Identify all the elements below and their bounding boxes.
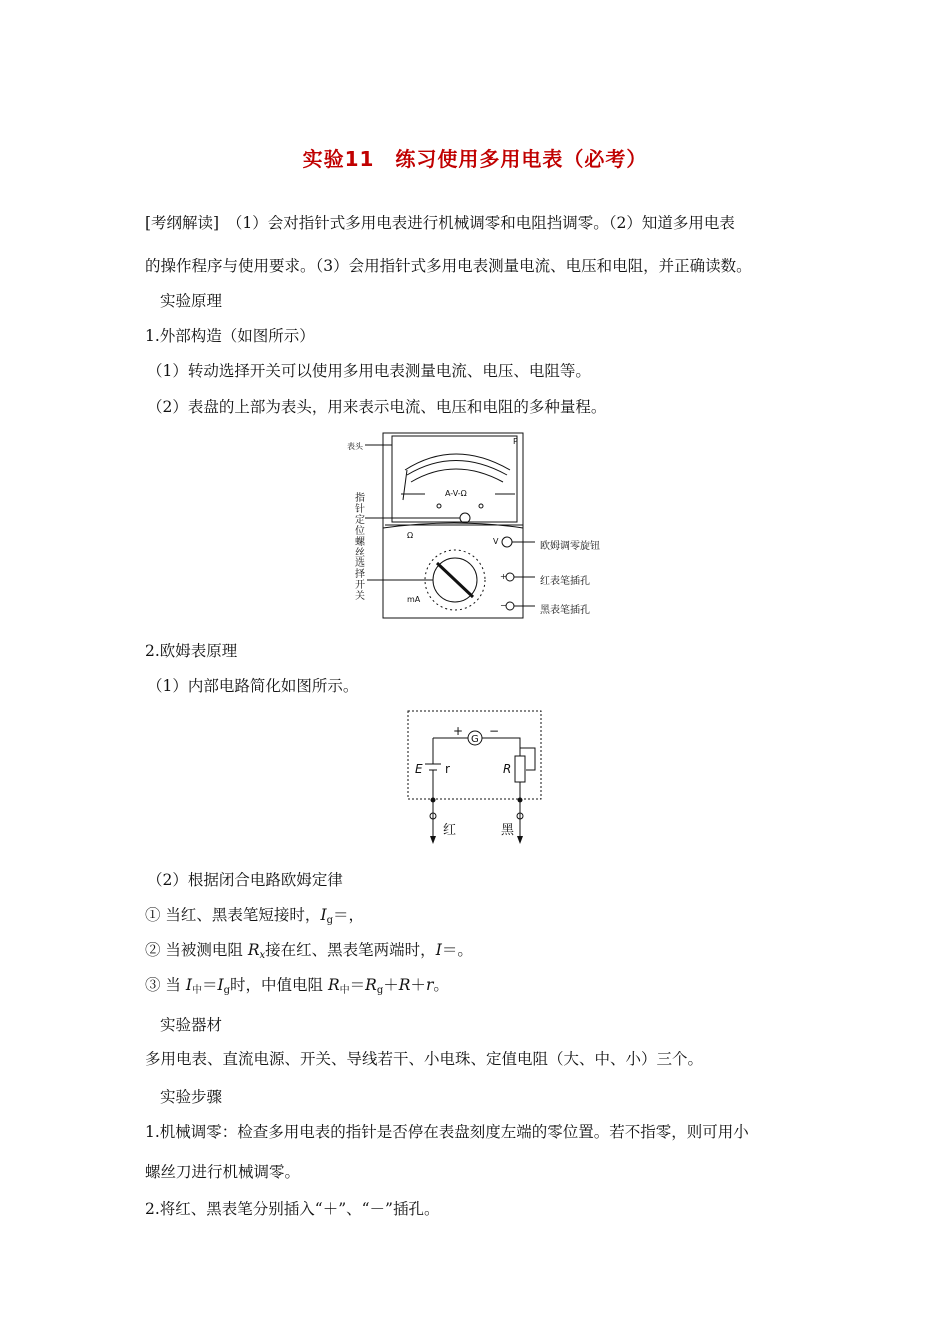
eq1-prefix: ① 当红、黑表笔短接时， (145, 906, 321, 924)
equipment-heading: 实验器材 (160, 1016, 223, 1034)
principle-item-2a: （1）内部电路简化如图所示。 (147, 677, 359, 695)
eq3-e-sub: 中 (339, 985, 350, 996)
rheostat-symbol (515, 756, 525, 782)
circuit-minus: − (489, 724, 500, 738)
ma-label: mA (407, 595, 421, 604)
principle-item-2b: （2）根据闭合电路欧姆定律 (147, 871, 343, 889)
eq3-l: 。 (433, 976, 449, 994)
eq3-d: 时，中值电阻 (230, 976, 328, 994)
step-1-line-1: 1.机械调零：检查多用电表的指针是否停在表盘刻度左端的零位置。若不指零，则可用小 (145, 1123, 749, 1141)
principle-item-1b: （2）表盘的上部为表头，用来表示电流、电压和电阻的多种量程。 (147, 398, 607, 416)
eq3-g: R (365, 976, 377, 994)
step-2: 2.将红、黑表笔分别插入“＋”、“－”插孔。 (145, 1200, 440, 1218)
eq3-prefix: ③ 当 (145, 976, 186, 994)
rheostat-label: R (503, 762, 512, 776)
red-jack (506, 573, 514, 581)
ohm-adjust-knob (502, 537, 512, 547)
omega-label: Ω (407, 531, 414, 540)
principle-heading: 实验原理 (160, 292, 223, 310)
label-red: 红表笔插孔 (540, 576, 590, 587)
internal-r-label: r (445, 762, 450, 776)
label-black: 黑表笔插孔 (540, 605, 590, 616)
eq1-suffix: ＝， (332, 906, 364, 924)
red-terminal-label: 红 (443, 823, 457, 838)
principle-item-1a: （1）转动选择开关可以使用多用电表测量电流、电压、电阻等。 (147, 362, 591, 380)
circuit-figure (405, 708, 545, 848)
eq3-i: R (398, 976, 411, 994)
eq3-c-sub: g (223, 985, 231, 996)
label-head: 表头 (347, 442, 363, 451)
dashed-box (408, 711, 541, 799)
eq3-e: R (327, 976, 340, 994)
dial-text: A-V-Ω (445, 489, 467, 498)
label-switch: 选择开关 (355, 558, 365, 602)
step-1-line-2: 螺丝刀进行机械调零。 (145, 1163, 301, 1181)
eq3-k: r (425, 976, 434, 994)
equation-3 (145, 973, 449, 996)
eq2-mid: 接在红、黑表笔两端时， (265, 941, 436, 959)
principle-item-2: 2.欧姆表原理 (145, 642, 238, 660)
emf-label: E (415, 762, 423, 776)
eq3-j: ＋ (410, 976, 426, 994)
eq2-sub: x (259, 950, 266, 961)
v-label: V (493, 537, 499, 546)
equation-2 (145, 938, 473, 961)
eq3-a-sub: 中 (191, 985, 202, 996)
eq1-sub: g (326, 915, 333, 926)
eq3-c: I (217, 976, 224, 994)
eq3-b: ＝ (201, 976, 218, 994)
circuit-g-label: G (471, 734, 479, 745)
principle-item-1: 1.外部构造（如图所示） (145, 327, 315, 345)
equation-1 (145, 903, 364, 926)
eq3-a: I (185, 976, 192, 994)
label-screw: 指针定位螺丝 (355, 493, 365, 559)
eq2-prefix: ② 当被测电阻 (145, 941, 248, 959)
circuit-plus: + (453, 724, 464, 738)
eq3-f: ＝ (349, 976, 366, 994)
eq3-h: ＋ (383, 976, 399, 994)
multimeter-figure (345, 430, 535, 625)
eq2-var2: I (435, 941, 442, 959)
minus-label: − (500, 601, 507, 610)
eq2-suffix: ＝。 (441, 941, 473, 959)
plus-label: + (500, 572, 507, 581)
equipment-text: 多用电表、直流电源、开关、导线若干、小电珠、定值电阻（大、中、小）三个。 (145, 1050, 704, 1068)
eq1-var: I (320, 906, 327, 924)
eq3-g-sub: g (376, 985, 384, 996)
eq2-var: R (247, 941, 260, 959)
page-title: 实验11 练习使用多用电表（必考） (302, 147, 648, 171)
label-knob: 欧姆调零旋钮 (540, 541, 600, 552)
steps-heading: 实验步骤 (160, 1088, 223, 1106)
intro-line-2: 的操作程序与使用要求。（3）会用指针式多用电表测量电流、电压和电阻，并正确读数。 (145, 257, 752, 275)
black-jack (506, 602, 514, 610)
p-label: P (513, 437, 518, 446)
black-terminal-label: 黑 (501, 823, 515, 838)
intro-line-1: [考纲解读] （1）会对指针式多用电表进行机械调零和电阻挡调零。（2）知道多用电表 (145, 214, 735, 232)
